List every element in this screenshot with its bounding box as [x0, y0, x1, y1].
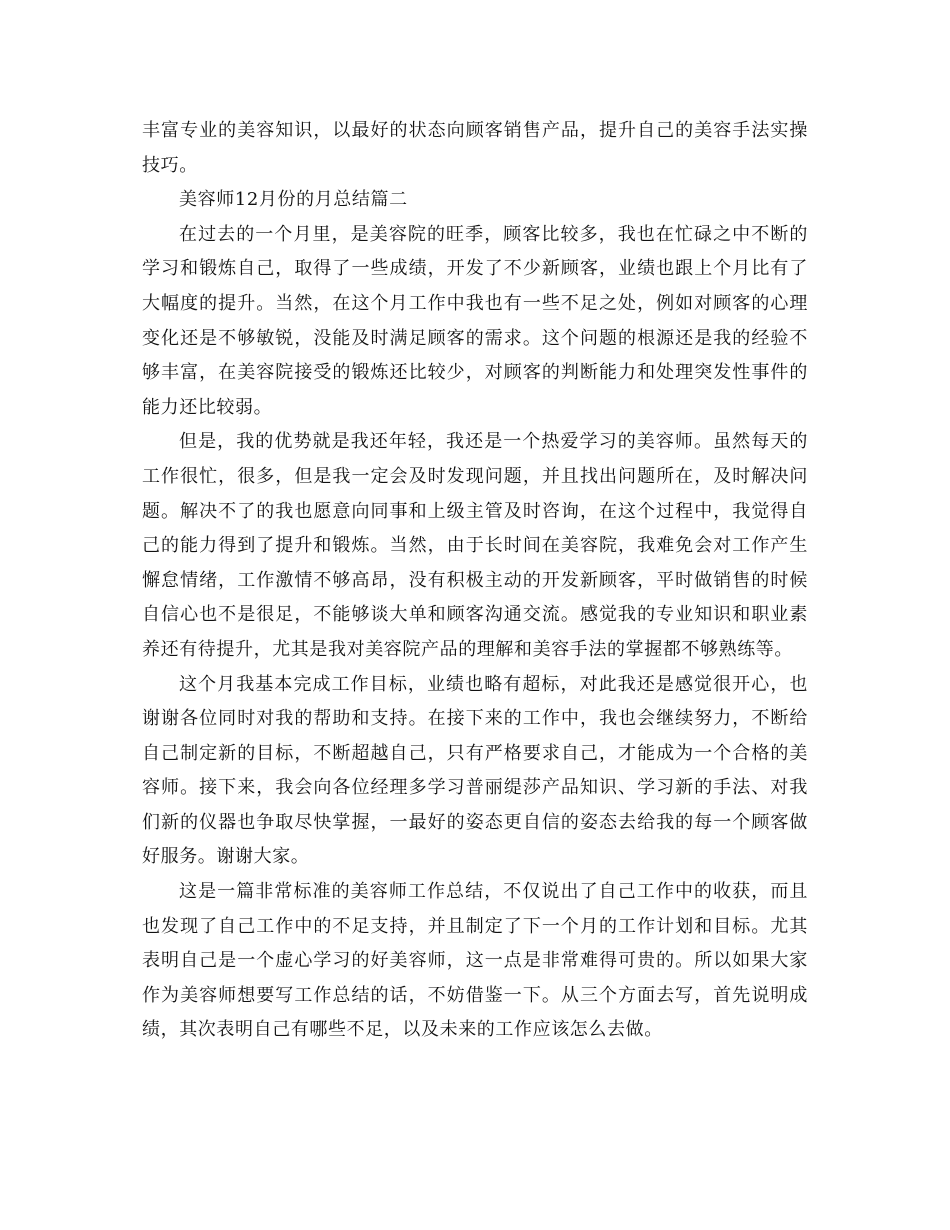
paragraph-intro-tail: 丰富专业的美容知识，以最好的状态向顾客销售产品，提升自己的美容手法实操技巧。 [142, 120, 808, 176]
section-title: 美容师12月份的月总结篇二 [179, 189, 408, 211]
paragraph-3: 这个月我基本完成工作目标，业绩也略有超标，对此我还是感觉很开心，也谢谢各位同时对我的帮助和支持。在接下来的工作中，我也会继续努力，不断给自己制定新的目标，不断超越自己，只有严格要求自己，才能成为一个合格的美容师。接下来，我会向各位经理多学习普丽缇莎产品知识、学习新的手法、对我们新的仪器也争取尽快掌握，一最好的姿态更自信的姿态去给我的每一个顾客做好服务。谢谢大家。 [142, 673, 808, 868]
paragraph-4: 这是一篇非常标准的美容师工作总结，不仅说出了自己工作中的收获，而且也发现了自己工作中的不足支持，并且制定了下一个月的工作计划和目标。尤其表明自己是一个虚心学习的好美容师，这一点是非常难得可贵的。所以如果大家作为美容师想要写工作总结的话，不妨借鉴一下。从三个方面去写，首先说明成绩，其次表明自己有哪些不足，以及未来的工作应该怎么去做。 [142, 881, 808, 1041]
paragraph-2: 但是，我的优势就是我还年轻，我还是一个热爱学习的美容师。虽然每天的工作很忙，很多，但是我一定会及时发现问题，并且找出问题所在，及时解决问题。解决不了的我也愿意向同事和上级主管及时咨询，在这个过程中，我觉得自己的能力得到了提升和锻炼。当然，由于长时间在美容院，我难免会对工作产生懈怠情绪，工作激情不够高昂，没有积极主动的开发新顾客，平时做销售的时候自信心也不是很足，不能够谈大单和顾客沟通交流。感觉我的专业知识和职业素养还有待提升，尤其是我对美容院产品的理解和美容手法的掌握都不够熟练等。 [142, 431, 808, 660]
paragraph-1: 在过去的一个月里，是美容院的旺季，顾客比较多，我也在忙碌之中不断的学习和锻炼自己，取得了一些成绩，开发了不少新顾客，业绩也跟上个月比有了大幅度的提升。当然，在这个月工作中我也有一些不足之处，例如对顾客的心理变化还是不够敏锐，没能及时满足顾客的需求。这个问题的根源还是我的经验不够丰富，在美容院接受的锻炼还比较少，对顾客的判断能力和处理突发性事件的能力还比较弱。 [142, 223, 808, 418]
